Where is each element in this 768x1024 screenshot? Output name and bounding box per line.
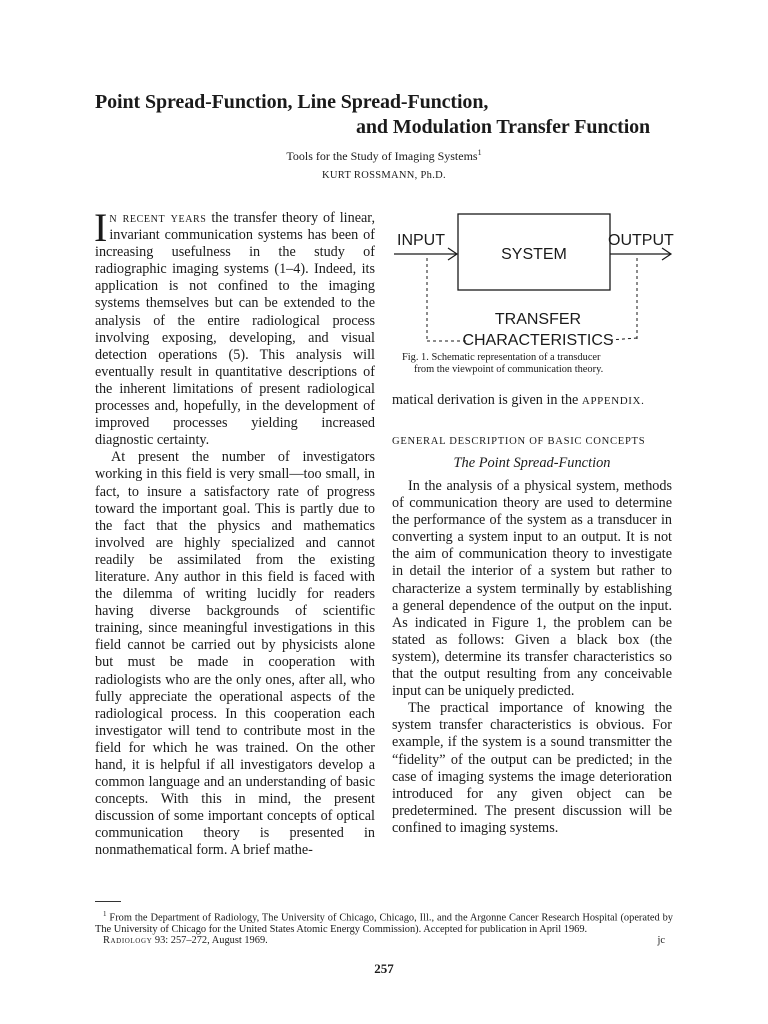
subtitle-text: Tools for the Study of Imaging Systems bbox=[286, 149, 478, 163]
right-column bbox=[392, 478, 672, 837]
feedback-bottom-right-dash bbox=[610, 338, 637, 340]
figure-1-diagram bbox=[390, 210, 680, 350]
drop-cap: I bbox=[94, 205, 108, 250]
title-line-1: Point Spread-Function, Line Spread-Function, bbox=[95, 91, 489, 113]
right-continuation-para bbox=[392, 392, 672, 410]
appendix-ref: APPENDIX. bbox=[581, 395, 645, 407]
continuation-text: matical derivation is given in the bbox=[392, 392, 579, 408]
caption-line-1: Fig. 1. Schematic representation of a transducer bbox=[402, 352, 601, 363]
output-label: OUTPUT bbox=[608, 232, 674, 249]
subtitle-footnote-marker: 1 bbox=[477, 148, 482, 157]
right-para-2: The practical importance of knowing the system transfer characteristics is obvious. For example, if the system is a sound transmitter the “fidelity” of the output can be predicted; in the case of imaging systems the image deterioration introduced for any given object can be predetermined. The present discussion will be confined to imaging systems. bbox=[392, 700, 672, 836]
author: KURT ROSSMANN, Ph.D. bbox=[322, 170, 446, 181]
footnote-marker: 1 bbox=[103, 910, 107, 918]
system-label: SYSTEM bbox=[501, 246, 567, 263]
caption-line-2: from the viewpoint of communication theory. bbox=[414, 364, 604, 375]
citation-text: 93: 257–272, August 1969. bbox=[152, 935, 268, 947]
right-column-continuation bbox=[392, 392, 672, 410]
footnote bbox=[95, 909, 673, 947]
input-label: INPUT bbox=[397, 232, 445, 249]
left-para-2: At present the number of investigators working in this field is very small—too small, in fact, to insure a satisfactory rate of progress toward the important goal. This is partly due to the fact that the physics and mathematics involved are highly specialized and cannot readily be assimilated from the existing literature. Any author in this field is faced with the dilemma of writing lucidly for readers having diverse backgrounds of scientific training, since meaningful investigations in this field cannot be carried out by physicists alone but must be made in cooperation with radiologists who are the only ones, after all, who fully appreciate the operational aspects of the radiological process. In this cooperation each investigator will tend to contribute most in the field for which he was trained. On the other hand, it is helpful if all investigators develop a common language and an understanding of basic concepts. With this in mind, the present discussion of some important concepts of optical communication theory is presented in nonmathematical form. A brief mathe- bbox=[95, 449, 375, 859]
page-number: 257 bbox=[374, 961, 394, 976]
subsection-heading: The Point Spread-Function bbox=[453, 455, 611, 471]
title-line-2: and Modulation Transfer Function bbox=[356, 116, 651, 138]
figure-1-caption bbox=[396, 352, 676, 376]
transfer-label-line-2: CHARACTERISTICS bbox=[462, 332, 614, 349]
footnote-rule bbox=[95, 901, 121, 902]
journal-citation bbox=[95, 935, 673, 946]
left-para-1 bbox=[94, 205, 376, 449]
left-para-1-text: the transfer theory of linear, invariant communication systems has been of increasing usefulness in the study of radiographic imaging systems (1–4). Indeed, its application is not confined to the imaging systems themselves but can be extended to the analysis of the entire radiological process involving exposing, developing, and visual detection operations (5). This analysis will eventually result in quantitative descriptions of the inherent limitations of present radiological processes and, hopefully, in the development of improved processes yielding increased diagnostic certainty. bbox=[95, 210, 376, 449]
section-heading: GENERAL DESCRIPTION OF BASIC CONCEPTS bbox=[392, 436, 646, 447]
footnote-body: From the Department of Radiology, The University of Chicago, Chicago, Ill., and the Argonne Cancer Research Hospital (operated by The University of Chicago for the United States Atomic Energy Commission). Accepted for publication in April 1969. bbox=[95, 912, 673, 935]
subtitle bbox=[0, 148, 768, 164]
editor-initials: jc bbox=[657, 935, 665, 947]
right-para-1: In the analysis of a physical system, methods of communication theory are used to determine the performance of the system as a transducer in converting a system input to an output. It is not the aim of communication theory to investigate in detail the interior of a system but rather to characterize a system terminally by establishing a general dependence of the output on the input. As indicated in Figure 1, the problem can be stated as follows: Given a black box (the system), determine its transfer characteristics so that the output resulting from any conceivable input can be uniquely predicted. bbox=[392, 478, 672, 700]
left-column bbox=[94, 205, 376, 860]
transfer-label-line-1: TRANSFER bbox=[494, 311, 582, 328]
journal-name: Radiology bbox=[103, 935, 153, 947]
footnote-text bbox=[95, 909, 673, 935]
lead-smallcaps: n recent years bbox=[109, 210, 207, 226]
